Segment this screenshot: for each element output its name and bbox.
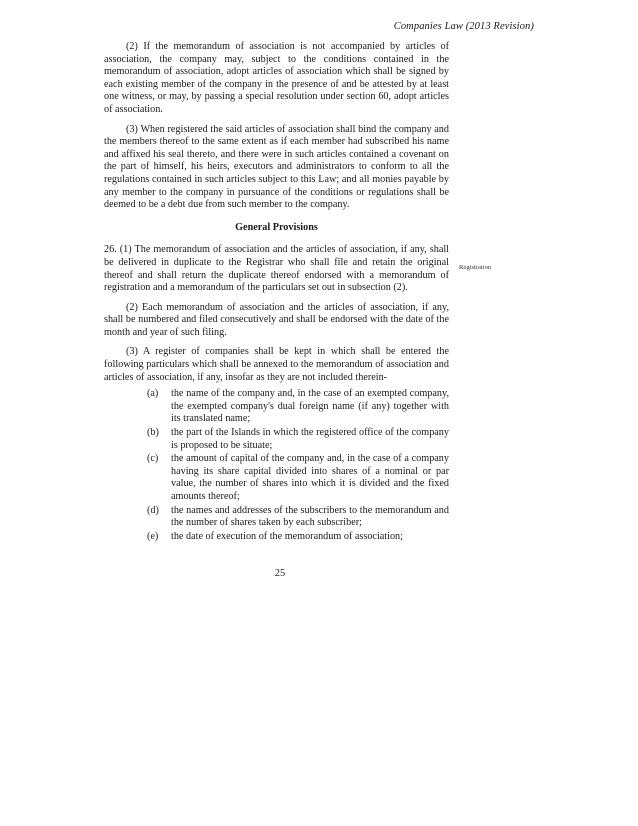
paragraph-3: (3) When registered the said articles of association shall bind the company and the members thereof to the same extent as if each member had subscribed his name and affixed his seal thereto, and there were in such articles contained a covenant on the part of himself, his heirs, executors and administrators to conform to all the regulations contained in such articles subject to this Law; and all monies payable by any member to the company in pursuance of the conditions or regulations shall be deemed to be a debt due from such member to the company. — [104, 123, 449, 211]
list-item-label: (e) — [147, 530, 159, 542]
page-body — [104, 41, 449, 544]
list-item — [104, 427, 449, 452]
list-item-text: the amount of capital of the company and, in the case of a company having its share capital divided into shares of a nominal or par value, the number of shares into which it is divided and the fixed amounts thereof; — [171, 453, 449, 502]
list-item-label: (c) — [147, 453, 159, 465]
section-26-paragraph-1: 26. (1) The memorandum of association and the articles of association, if any, shall be delivered in duplicate to the Registrar who shall file and retain the original thereof and shall return the duplicate thereof endorsed with a memorandum of registration and a memorandum of the particulars set out in subsection (2). — [104, 244, 449, 294]
list-item-text: the names and addresses of the subscribers to the memorandum and the number of shares taken by each subscriber; — [171, 504, 449, 529]
list-item — [104, 531, 449, 544]
margin-note-registration: Registration — [459, 264, 492, 271]
list-item-label: (d) — [147, 504, 159, 516]
list-item-label: (a) — [147, 388, 159, 400]
section-26-paragraph-3: (3) A register of companies shall be kept in which shall be entered the following particulars which shall be annexed to the memorandum of association and articles of association, if any, insofar as they are not included therein- — [104, 346, 449, 383]
list-item-text: the part of the Islands in which the registered office of the company is proposed to be situate; — [171, 427, 449, 451]
particulars-list — [104, 388, 449, 543]
list-item — [104, 505, 449, 530]
list-item-label: (b) — [147, 427, 159, 439]
page-number: 25 — [274, 568, 286, 579]
running-header: Companies Law (2013 Revision) — [393, 21, 534, 32]
section-26-paragraph-2: (2) Each memorandum of association and the articles of association, if any, shall be numbered and filed consecutively and shall be endorsed with the date of the month and year of such filing. — [104, 301, 449, 338]
paragraph-2: (2) If the memorandum of association is not accompanied by articles of association, the company may, subject to the conditions contained in the memorandum of association, adopt articles of association which shall be signed by each existing member of the company in the presence of and be attested by at least one witness, or may, by passing a special resolution under section 60, adopt articles of association. — [104, 41, 449, 115]
list-item — [104, 388, 449, 426]
list-item-text: the name of the company and, in the case of an exempted company, the exempted company's dual foreign name (if any) together with its translated name; — [171, 388, 449, 425]
section-heading: General Provisions — [235, 221, 318, 233]
list-item-text: the date of execution of the memorandum of association; — [171, 530, 403, 542]
list-item — [104, 453, 449, 503]
